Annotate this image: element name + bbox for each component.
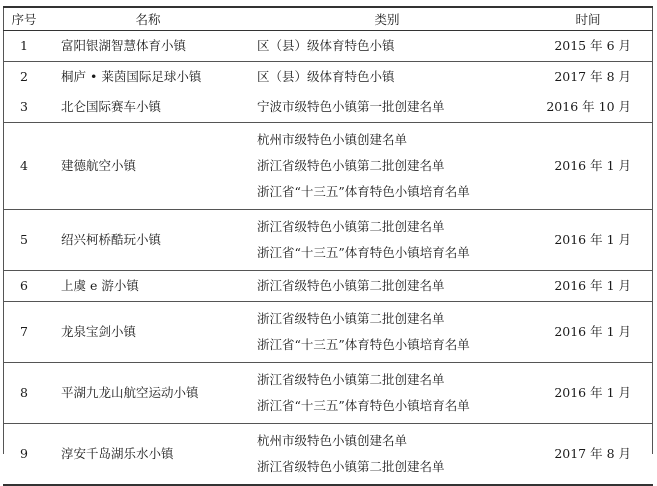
cell-name	[45, 31, 251, 62]
sports-towns-table	[3, 6, 653, 486]
cell-time	[523, 31, 653, 62]
table-row	[3, 302, 653, 363]
row-number: 1	[20, 38, 28, 53]
cell-category	[251, 62, 523, 93]
cell-num	[3, 302, 45, 363]
time-value: 2017 年 8 月	[554, 69, 631, 84]
header-category: 类别	[251, 7, 523, 31]
cell-time	[523, 92, 653, 123]
category-line: 杭州市级特色小镇创建名单	[257, 132, 408, 147]
town-name: 桐庐 • 莱茵国际足球小镇	[61, 69, 202, 84]
cell-name	[45, 92, 251, 123]
cell-name	[45, 62, 251, 93]
time-value: 2016 年 1 月	[554, 232, 631, 247]
table-row	[3, 424, 653, 486]
header-row	[3, 7, 653, 31]
cell-name	[45, 424, 251, 486]
row-number: 4	[20, 158, 28, 173]
header-num: 序号	[3, 7, 45, 31]
town-name: 北仑国际赛车小镇	[61, 99, 162, 114]
town-name: 建德航空小镇	[61, 158, 137, 173]
cell-time	[523, 271, 653, 302]
cell-num	[3, 123, 45, 210]
category-line: 浙江省级特色小镇第二批创建名单	[257, 459, 445, 474]
cell-category	[251, 31, 523, 62]
cell-name	[45, 123, 251, 210]
time-value: 2016 年 1 月	[554, 385, 631, 400]
row-number: 2	[20, 69, 28, 84]
cell-category	[251, 92, 523, 123]
table-row	[3, 31, 653, 62]
category-line: 浙江省“十三五”体育特色小镇培育名单	[257, 245, 470, 260]
cell-category	[251, 123, 523, 210]
cell-name	[45, 271, 251, 302]
town-name: 上虞 e 游小镇	[61, 278, 139, 293]
cell-time	[523, 363, 653, 424]
cell-time	[523, 123, 653, 210]
cell-time	[523, 62, 653, 93]
table-row	[3, 123, 653, 210]
category-line: 宁波市级特色小镇第一批创建名单	[257, 99, 445, 114]
time-value: 2015 年 6 月	[554, 38, 631, 53]
cell-category	[251, 271, 523, 302]
town-name: 淳安千岛湖乐水小镇	[61, 446, 174, 461]
cell-category	[251, 302, 523, 363]
cell-time	[523, 302, 653, 363]
cell-num	[3, 92, 45, 123]
cell-num	[3, 424, 45, 486]
table-row	[3, 271, 653, 302]
row-number: 5	[20, 232, 28, 247]
cell-name	[45, 302, 251, 363]
category-line: 浙江省级特色小镇第二批创建名单	[257, 158, 445, 173]
cell-num	[3, 210, 45, 271]
cell-category	[251, 363, 523, 424]
time-value: 2017 年 8 月	[554, 446, 631, 461]
cell-time	[523, 210, 653, 271]
town-name: 平湖九龙山航空运动小镇	[61, 385, 199, 400]
header-name: 名称	[45, 7, 251, 31]
table-row	[3, 210, 653, 271]
cell-name	[45, 210, 251, 271]
category-line: 浙江省级特色小镇第二批创建名单	[257, 278, 445, 293]
town-name: 龙泉宝剑小镇	[61, 324, 137, 339]
cell-name	[45, 363, 251, 424]
category-line: 区（县）级体育特色小镇	[257, 38, 395, 53]
cell-num	[3, 363, 45, 424]
row-number: 8	[20, 385, 28, 400]
table-row	[3, 92, 653, 123]
category-line: 浙江省“十三五”体育特色小镇培育名单	[257, 337, 470, 352]
cell-time	[523, 424, 653, 486]
row-number: 7	[20, 324, 28, 339]
category-line: 浙江省“十三五”体育特色小镇培育名单	[257, 184, 470, 199]
cell-category	[251, 210, 523, 271]
table-body	[3, 31, 653, 486]
category-line: 浙江省“十三五”体育特色小镇培育名单	[257, 398, 470, 413]
row-number: 9	[20, 446, 28, 461]
category-line: 浙江省级特色小镇第二批创建名单	[257, 372, 445, 387]
row-number: 3	[20, 99, 28, 114]
category-line: 浙江省级特色小镇第二批创建名单	[257, 311, 445, 326]
cell-num	[3, 31, 45, 62]
time-value: 2016 年 1 月	[554, 158, 631, 173]
cell-num	[3, 62, 45, 93]
table-row	[3, 62, 653, 93]
header-time: 时间	[523, 7, 653, 31]
time-value: 2016 年 10 月	[546, 99, 631, 114]
town-name: 富阳银湖智慧体育小镇	[61, 38, 187, 53]
cell-num	[3, 271, 45, 302]
town-name: 绍兴柯桥酷玩小镇	[61, 232, 162, 247]
category-line: 浙江省级特色小镇第二批创建名单	[257, 219, 445, 234]
time-value: 2016 年 1 月	[554, 324, 631, 339]
table-row	[3, 363, 653, 424]
category-line: 杭州市级特色小镇创建名单	[257, 433, 408, 448]
cell-category	[251, 424, 523, 486]
category-line: 区（县）级体育特色小镇	[257, 69, 395, 84]
row-number: 6	[20, 278, 28, 293]
time-value: 2016 年 1 月	[554, 278, 631, 293]
